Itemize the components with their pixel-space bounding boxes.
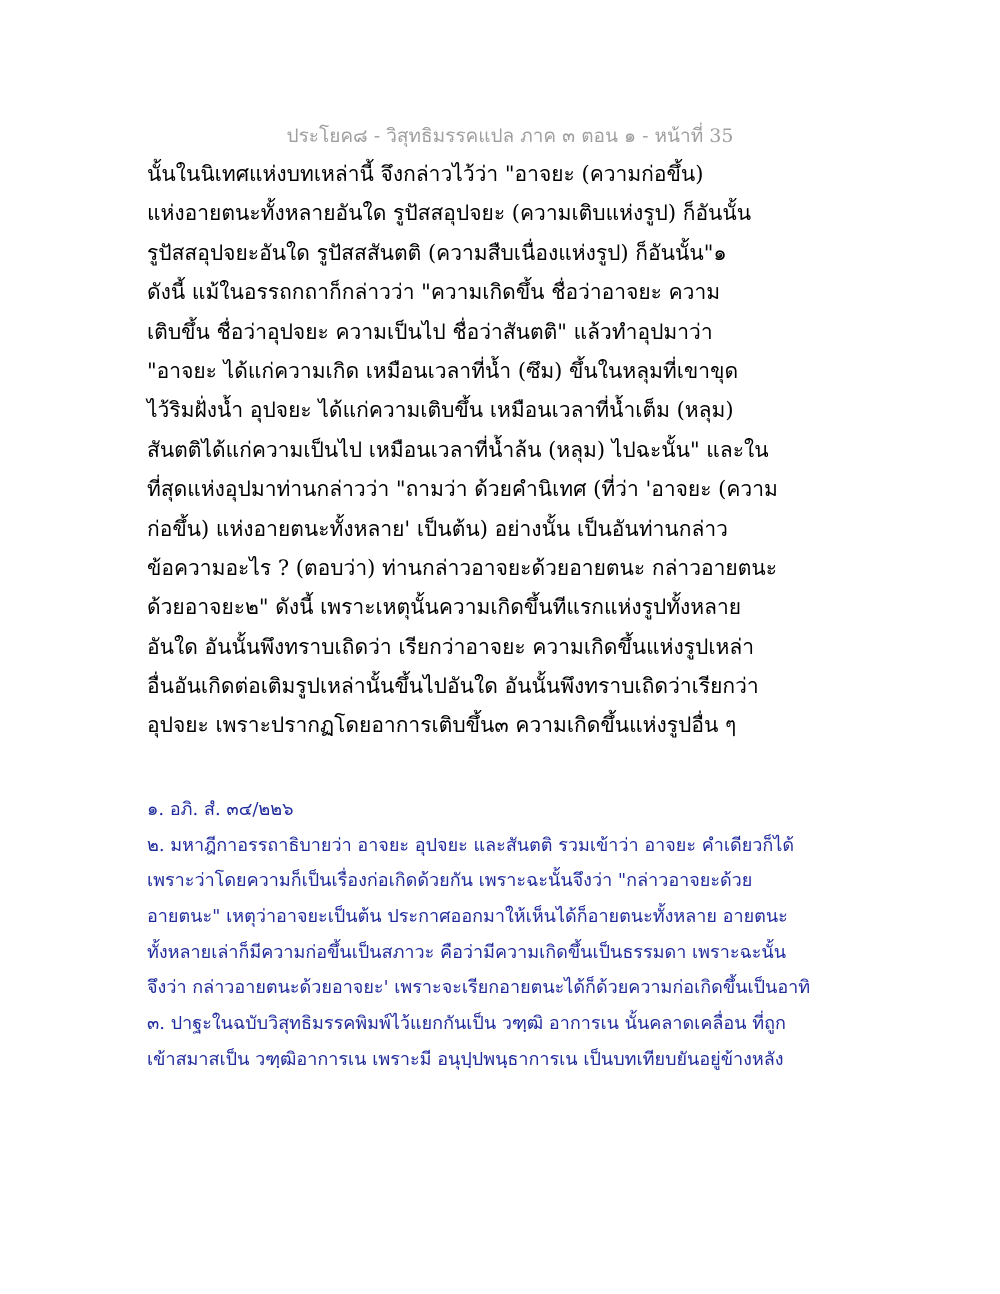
body-line: รูปัสสอุปจยะอันใด รูปัสสสันตติ (ความสืบเนื่องแห่งรูป) ก็อันนั้น"๑ <box>147 240 727 265</box>
body-line: นั้นในนิเทศแห่งบทเหล่านี้ จึงกล่าวไว้ว่า "อาจยะ (ความก่อขึ้น) <box>147 162 704 186</box>
page-header: ประโยค๘ - วิสุทธิมรรคแปล ภาค ๓ ตอน ๑ - หน้าที่ 35 <box>286 125 734 147</box>
footnote-line: เข้าสมาสเป็น วฑฺฒิอาการเน เพราะมี อนุปฺปพนฺธาการเน เป็นบทเทียบยันอยู่ข้างหลัง <box>147 1048 784 1070</box>
body-text <box>147 155 907 746</box>
body-line: "อาจยะ ได้แก่ความเกิด เหมือนเวลาที่น้ำ (ซึม) ขึ้นในหลุมที่เขาขุด <box>147 358 739 383</box>
body-line: ที่สุดแห่งอุปมาท่านกล่าวว่า "ถามว่า ด้วยคำนิเทศ (ที่ว่า 'อาจยะ (ความ <box>147 477 778 502</box>
footnote-line: เพราะว่าโดยความก็เป็นเรื่องก่อเกิดด้วยกัน เพราะฉะนั้นจึงว่า "กล่าวอาจยะด้วย <box>147 870 753 892</box>
body-line: ดังนี้ แม้ในอรรถกถาก็กล่าวว่า "ความเกิดขึ้น ชื่อว่าอาจยะ ความ <box>147 280 721 305</box>
body-line: ไว้ริมฝั่งน้ำ อุปจยะ ได้แก่ความเติบขึ้น เหมือนเวลาที่น้ำเต็ม (หลุม) <box>147 398 734 423</box>
footnote-line: ๑. อภิ. สํ. ๓๔/๒๒๖ <box>147 799 294 820</box>
footnote-line: ทั้งหลายเล่าก็มีความก่อขึ้นเป็นสภาวะ คือว่ามีความเกิดขึ้นเป็นธรรมดา เพราะฉะนั้น <box>147 941 787 963</box>
body-line: เติบขึ้น ชื่อว่าอุปจยะ ความเป็นไป ชื่อว่าสันตติ" แล้วทำอุปมาว่า <box>147 319 713 344</box>
body-line: แห่งอายตนะทั้งหลายอันใด รูปัสสอุปจยะ (ความเติบแห่งรูป) ก็อันนั้น <box>147 201 752 226</box>
footnote-line: จึงว่า กล่าวอายตนะด้วยอาจยะ' เพราะจะเรียกอายตนะได้ก็ด้วยความก่อเกิดขึ้นเป็นอาทิ <box>147 977 811 999</box>
footnote-line: ๓. ปาฐะในฉบับวิสุทธิมรรคพิมพ์ไว้แยกกันเป็น วฑฺฒิ อาการเน นั้นคลาดเคลื่อน ที่ถูก <box>147 1013 786 1035</box>
body-line: ด้วยอาจยะ๒" ดังนี้ เพราะเหตุนั้นความเกิดขึ้นทีแรกแห่งรูปทั้งหลาย <box>147 595 742 620</box>
body-line: ก่อขึ้น) แห่งอายตนะทั้งหลาย' เป็นต้น) อย่างนั้น เป็นอันท่านกล่าว <box>147 516 728 541</box>
body-line: ข้อความอะไร ? (ตอบว่า) ท่านกล่าวอาจยะด้วยอายตนะ กล่าวอายตนะ <box>147 555 777 580</box>
footnotes <box>147 792 927 1078</box>
body-line: อันใด อันนั้นพึงทราบเถิดว่า เรียกว่าอาจยะ ความเกิดขึ้นแห่งรูปเหล่า <box>147 634 755 659</box>
body-line: สันตติได้แก่ความเป็นไป เหมือนเวลาที่น้ำล้น (หลุม) ไปฉะนั้น" และใน <box>147 437 769 462</box>
body-line: อุปจยะ เพราะปรากฏโดยอาการเติบขึ้น๓ ความเกิดขึ้นแห่งรูปอื่น ๆ <box>147 713 737 738</box>
footnote-line: อายตนะ" เหตุว่าอาจยะเป็นต้น ประกาศออกมาให้เห็นได้ก็อายตนะทั้งหลาย อายตนะ <box>147 906 788 928</box>
body-line: อื่นอันเกิดต่อเติมรูปเหล่านั้นขึ้นไปอันใด อันนั้นพึงทราบเถิดว่าเรียกว่า <box>147 674 759 699</box>
footnote-line: ๒. มหาฎีกาอรรถาธิบายว่า อาจยะ อุปจยะ และสันตติ รวมเข้าว่า อาจยะ คำเดียวก็ได้ <box>147 834 795 856</box>
